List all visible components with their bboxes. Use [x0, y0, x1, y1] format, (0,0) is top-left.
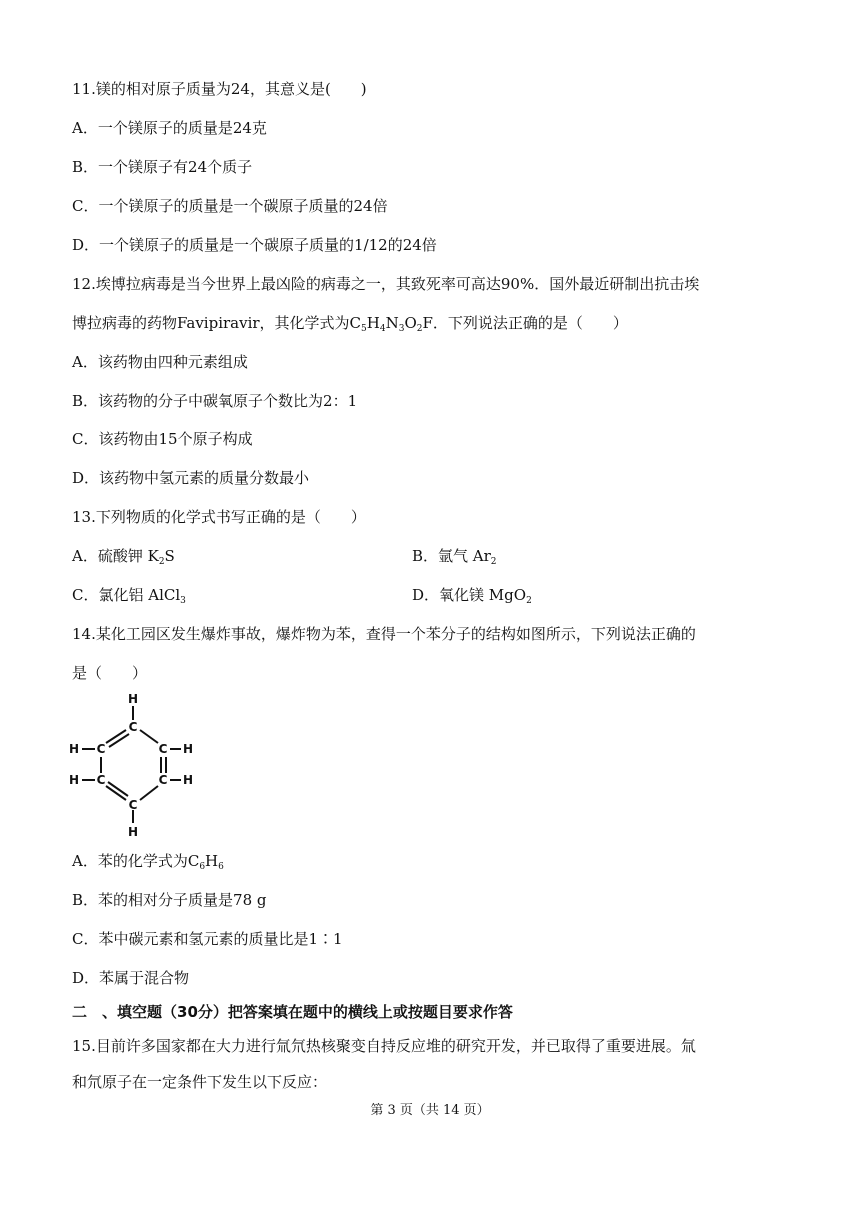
q11-option-c: C．一个镁原子的质量是一个碳原子质量的24倍	[72, 197, 388, 215]
bond-top-left	[106, 730, 126, 743]
bond-bottom-right	[140, 786, 158, 800]
q12-option-a: A．该药物由四种元素组成	[72, 353, 248, 371]
atom-c-top: C	[128, 720, 138, 734]
atom-c-bottom: C	[128, 798, 138, 812]
q15-line2: 和氘原子在一定条件下发生以下反应：	[72, 1073, 328, 1091]
q15-line1: 15.目前许多国家都在大力进行氚氘热核聚变自持反应堆的研究开发，并已取得了重要进展。氚	[72, 1037, 696, 1055]
q13-option-d: D．氧化镁 MgO$_2$	[412, 586, 532, 606]
section-heading-fill-in: 二 、填空题（30分）把答案填在题中的横线上或按题目要求作答	[72, 1003, 513, 1021]
q11-option-a: A．一个镁原子的质量是24克	[72, 119, 267, 137]
atom-c-upper-left: C	[96, 742, 106, 756]
q11-stem: 11.镁的相对原子质量为24，其意义是( )	[72, 80, 367, 98]
q12-option-c: C．该药物由15个原子构成	[72, 430, 253, 448]
q12-stem-line1: 12.埃博拉病毒是当今世界上最凶险的病毒之一，其致死率可高达90%．国外最近研制出抗击埃	[72, 275, 700, 293]
benzene-structure-diagram	[60, 690, 220, 840]
atom-c-lower-right: C	[158, 773, 168, 787]
q14-option-d: D．苯属于混合物	[72, 969, 190, 987]
bond-top-left-double	[109, 734, 129, 747]
atom-h-lower-left: H	[68, 773, 80, 787]
q14-option-c: C．苯中碳元素和氢元素的质量比是1∶1	[72, 930, 343, 948]
q13-option-c: C．氯化铝 AlCl$_3$	[72, 586, 186, 606]
atom-h-top: H	[127, 692, 139, 706]
atom-c-upper-right: C	[158, 742, 168, 756]
atom-h-upper-right: H	[182, 742, 194, 756]
q11-option-b: B．一个镁原子有24个质子	[72, 158, 253, 176]
q13-option-a: A．硫酸钾 $K_2S$	[72, 547, 175, 567]
q12-stem-line2: 博拉病毒的药物Favipiravir，其化学式为$C_5H_4N_3O_2F$．下列说法正确的是（ ）	[72, 314, 628, 334]
atom-h-bottom: H	[127, 825, 139, 839]
q14-option-b: B．苯的相对分子质量是78 g	[72, 891, 267, 909]
atom-h-upper-left: H	[68, 742, 80, 756]
page-footer: 第 3 页（共 14 页）	[370, 1103, 490, 1118]
q14-option-a: A．苯的化学式为$C_6H_6$	[72, 852, 224, 872]
atom-h-lower-right: H	[182, 773, 194, 787]
q13-stem: 13.下列物质的化学式书写正确的是（ ）	[72, 508, 366, 526]
atom-c-lower-left: C	[96, 773, 106, 787]
q13-option-b: B．氩气 $Ar_2$	[412, 547, 497, 567]
q11-option-d: D．一个镁原子的质量是一个碳原子质量的1/12的24倍	[72, 236, 437, 254]
q12-option-d: D．该药物中氢元素的质量分数最小	[72, 469, 310, 487]
bond-top-right	[140, 730, 158, 743]
q12-option-b: B．该药物的分子中碳氧原子个数比为2：1	[72, 392, 358, 410]
q14-stem-line2: 是（ ）	[72, 664, 148, 682]
q14-stem-line1: 14.某化工园区发生爆炸事故，爆炸物为苯，查得一个苯分子的结构如图所示，下列说法正确的	[72, 625, 696, 643]
